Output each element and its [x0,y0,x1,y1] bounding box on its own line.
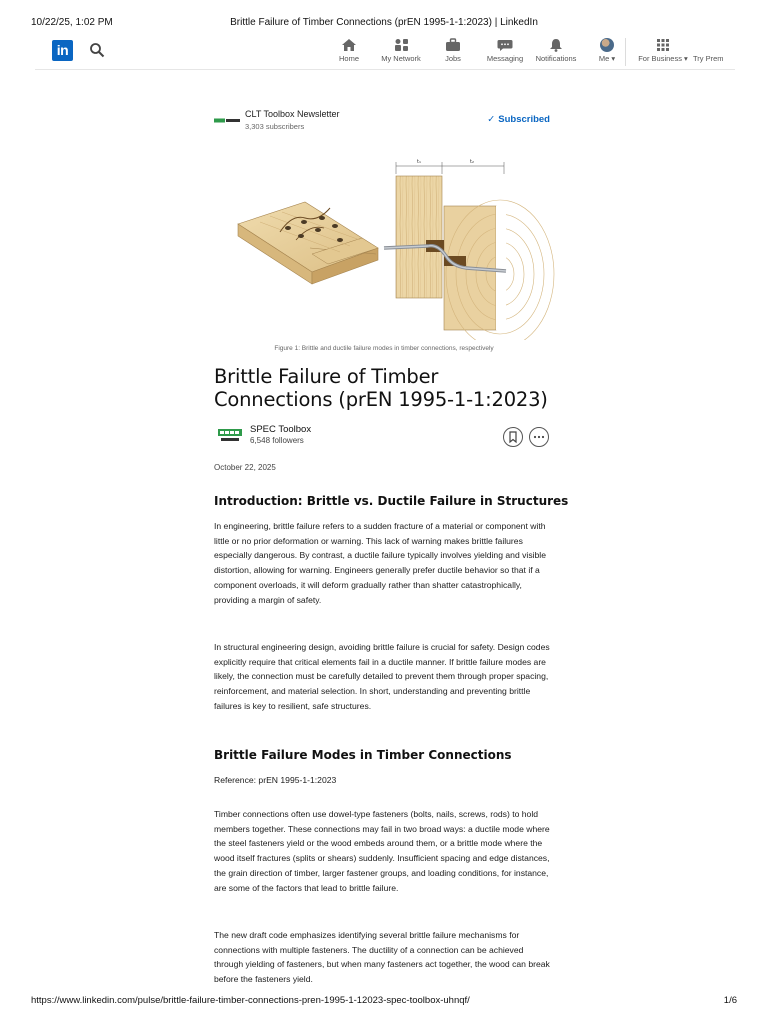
paragraph-4: The new draft code emphasizes identifying several brittle failure mechanisms for connections with multiple fasteners. The ductility of a connection can be achieved through yielding of fasteners, but when many fasteners act together, the wood can break before the fasteners yield. [214,930,550,985]
save-article-button[interactable] [503,427,523,447]
subscribed-label: Subscribed [498,114,550,125]
timber-connection-illustration [200,144,568,340]
nav-messaging[interactable] [477,38,533,63]
ellipsis-icon [530,428,548,446]
heading-introduction: Introduction: Brittle vs. Ductile Failure in Structures [214,494,569,508]
newsletter-name[interactable]: CLT Toolbox Newsletter [245,109,340,119]
subscribed-button[interactable] [487,114,550,125]
heading-failure-modes: Brittle Failure Modes in Timber Connections [214,748,512,762]
brittle-failure-drawing [238,202,378,284]
print-url: https://www.linkedin.com/pulse/brittle-failure-timber-connections-pren-1995-1-12023-spec-toolbox-uhnqf/ [31,995,470,1006]
spec-toolbox-logo[interactable] [218,429,242,443]
newsletter-subscribers: 3,303 subscribers [245,122,305,131]
chat-icon [497,38,513,52]
dimension-label-t1: t₁ [417,159,421,165]
print-header [0,17,768,31]
nav-messaging-label: Messaging [486,54,524,63]
home-icon [341,38,357,52]
checkmark-icon: ✓ [487,114,496,125]
network-icon [393,38,409,52]
nav-notifications[interactable] [528,38,584,63]
nav-notifications-label: Notifications [535,54,577,63]
reference-line: Reference: prEN 1995-1-1:2023 [214,775,337,785]
linkedin-logo[interactable]: in [52,40,73,61]
dimension-label-t2: t₂ [470,159,474,165]
search-icon[interactable] [89,42,105,58]
nav-home[interactable] [321,38,377,63]
print-page-title: Brittle Failure of Timber Connections (prEN 1995-1-1:2023) | LinkedIn [230,17,538,28]
nav-divider [625,38,626,66]
clt-toolbox-logo[interactable] [214,118,240,123]
bookmark-icon [504,428,522,446]
author-row [214,423,550,451]
paragraph-1: In engineering, brittle failure refers to a sudden fracture of a material or component with little or no prior deformation or warning. This lack of warning makes brittle failures especially dangerous. By contrast, a ductile failure typically involves yielding and visible distortion, allowing for warning. Engineers generally prefer ductile behavior so that if a component overloads, it will deform gradually rather than shatter catastrophically, providing a margin of safety. [214,521,546,605]
article-title: Brittle Failure of Timber Connections (prEN 1995-1-1:2023) [214,365,548,411]
print-datetime: 10/22/25, 1:02 PM [31,17,113,28]
nav-jobs-label: Jobs [445,54,461,63]
nav-try-premium-label: Try Prem [693,54,724,63]
article-figure [200,144,568,340]
nav-my-network-label: My Network [381,54,421,63]
nav-me[interactable] [579,38,635,63]
ductile-failure-drawing [384,159,554,340]
nav-try-premium[interactable] [693,54,735,63]
nav-home-label: Home [338,54,359,63]
paragraph-3: Timber connections often use dowel-type fasteners (bolts, nails, screws, rods) to hold members together. These connections may fail in two broad ways: a ductile mode where the steel fasteners yield or the wood embeds around them, or a brittle mode where the wood itself fractures (splits or shears) suddenly. Insufficient spacing and edge distances, the grain direction of timber, larger fastener groups, and loading conditions, for instance, are some of the factors that lead to brittle failure. [214,809,550,893]
author-followers: 6,548 followers [250,436,304,445]
avatar [600,38,614,52]
paragraph-2: In structural engineering design, avoiding brittle failure is crucial for safety. Design codes explicitly require that critical elements fail in a ductile manner. If brittle failure modes are likely, the connection must be carefully detailed to prevent them through proper spacing, reinforcement, and material selection. In short, understanding and preventing brittle failures is key to resilient, safe structures. [214,642,550,711]
nav-jobs[interactable] [425,38,481,63]
nav-for-business-label: For Business ▾ [638,54,688,63]
figure-caption: Figure 1: Brittle and ductile failure modes in timber connections, respectively [274,345,494,352]
more-options-button[interactable] [529,427,549,447]
grid-icon [655,38,671,52]
author-name[interactable]: SPEC Toolbox [250,424,312,435]
print-page-number: 1/6 [723,995,737,1006]
nav-me-label: Me ▾ [598,54,616,63]
top-navbar [35,36,735,70]
bell-icon [548,38,564,52]
publish-date: October 22, 2025 [214,463,276,472]
briefcase-icon [445,38,461,52]
nav-for-business[interactable] [635,38,691,63]
newsletter-header [214,109,550,133]
nav-my-network[interactable] [373,38,429,63]
